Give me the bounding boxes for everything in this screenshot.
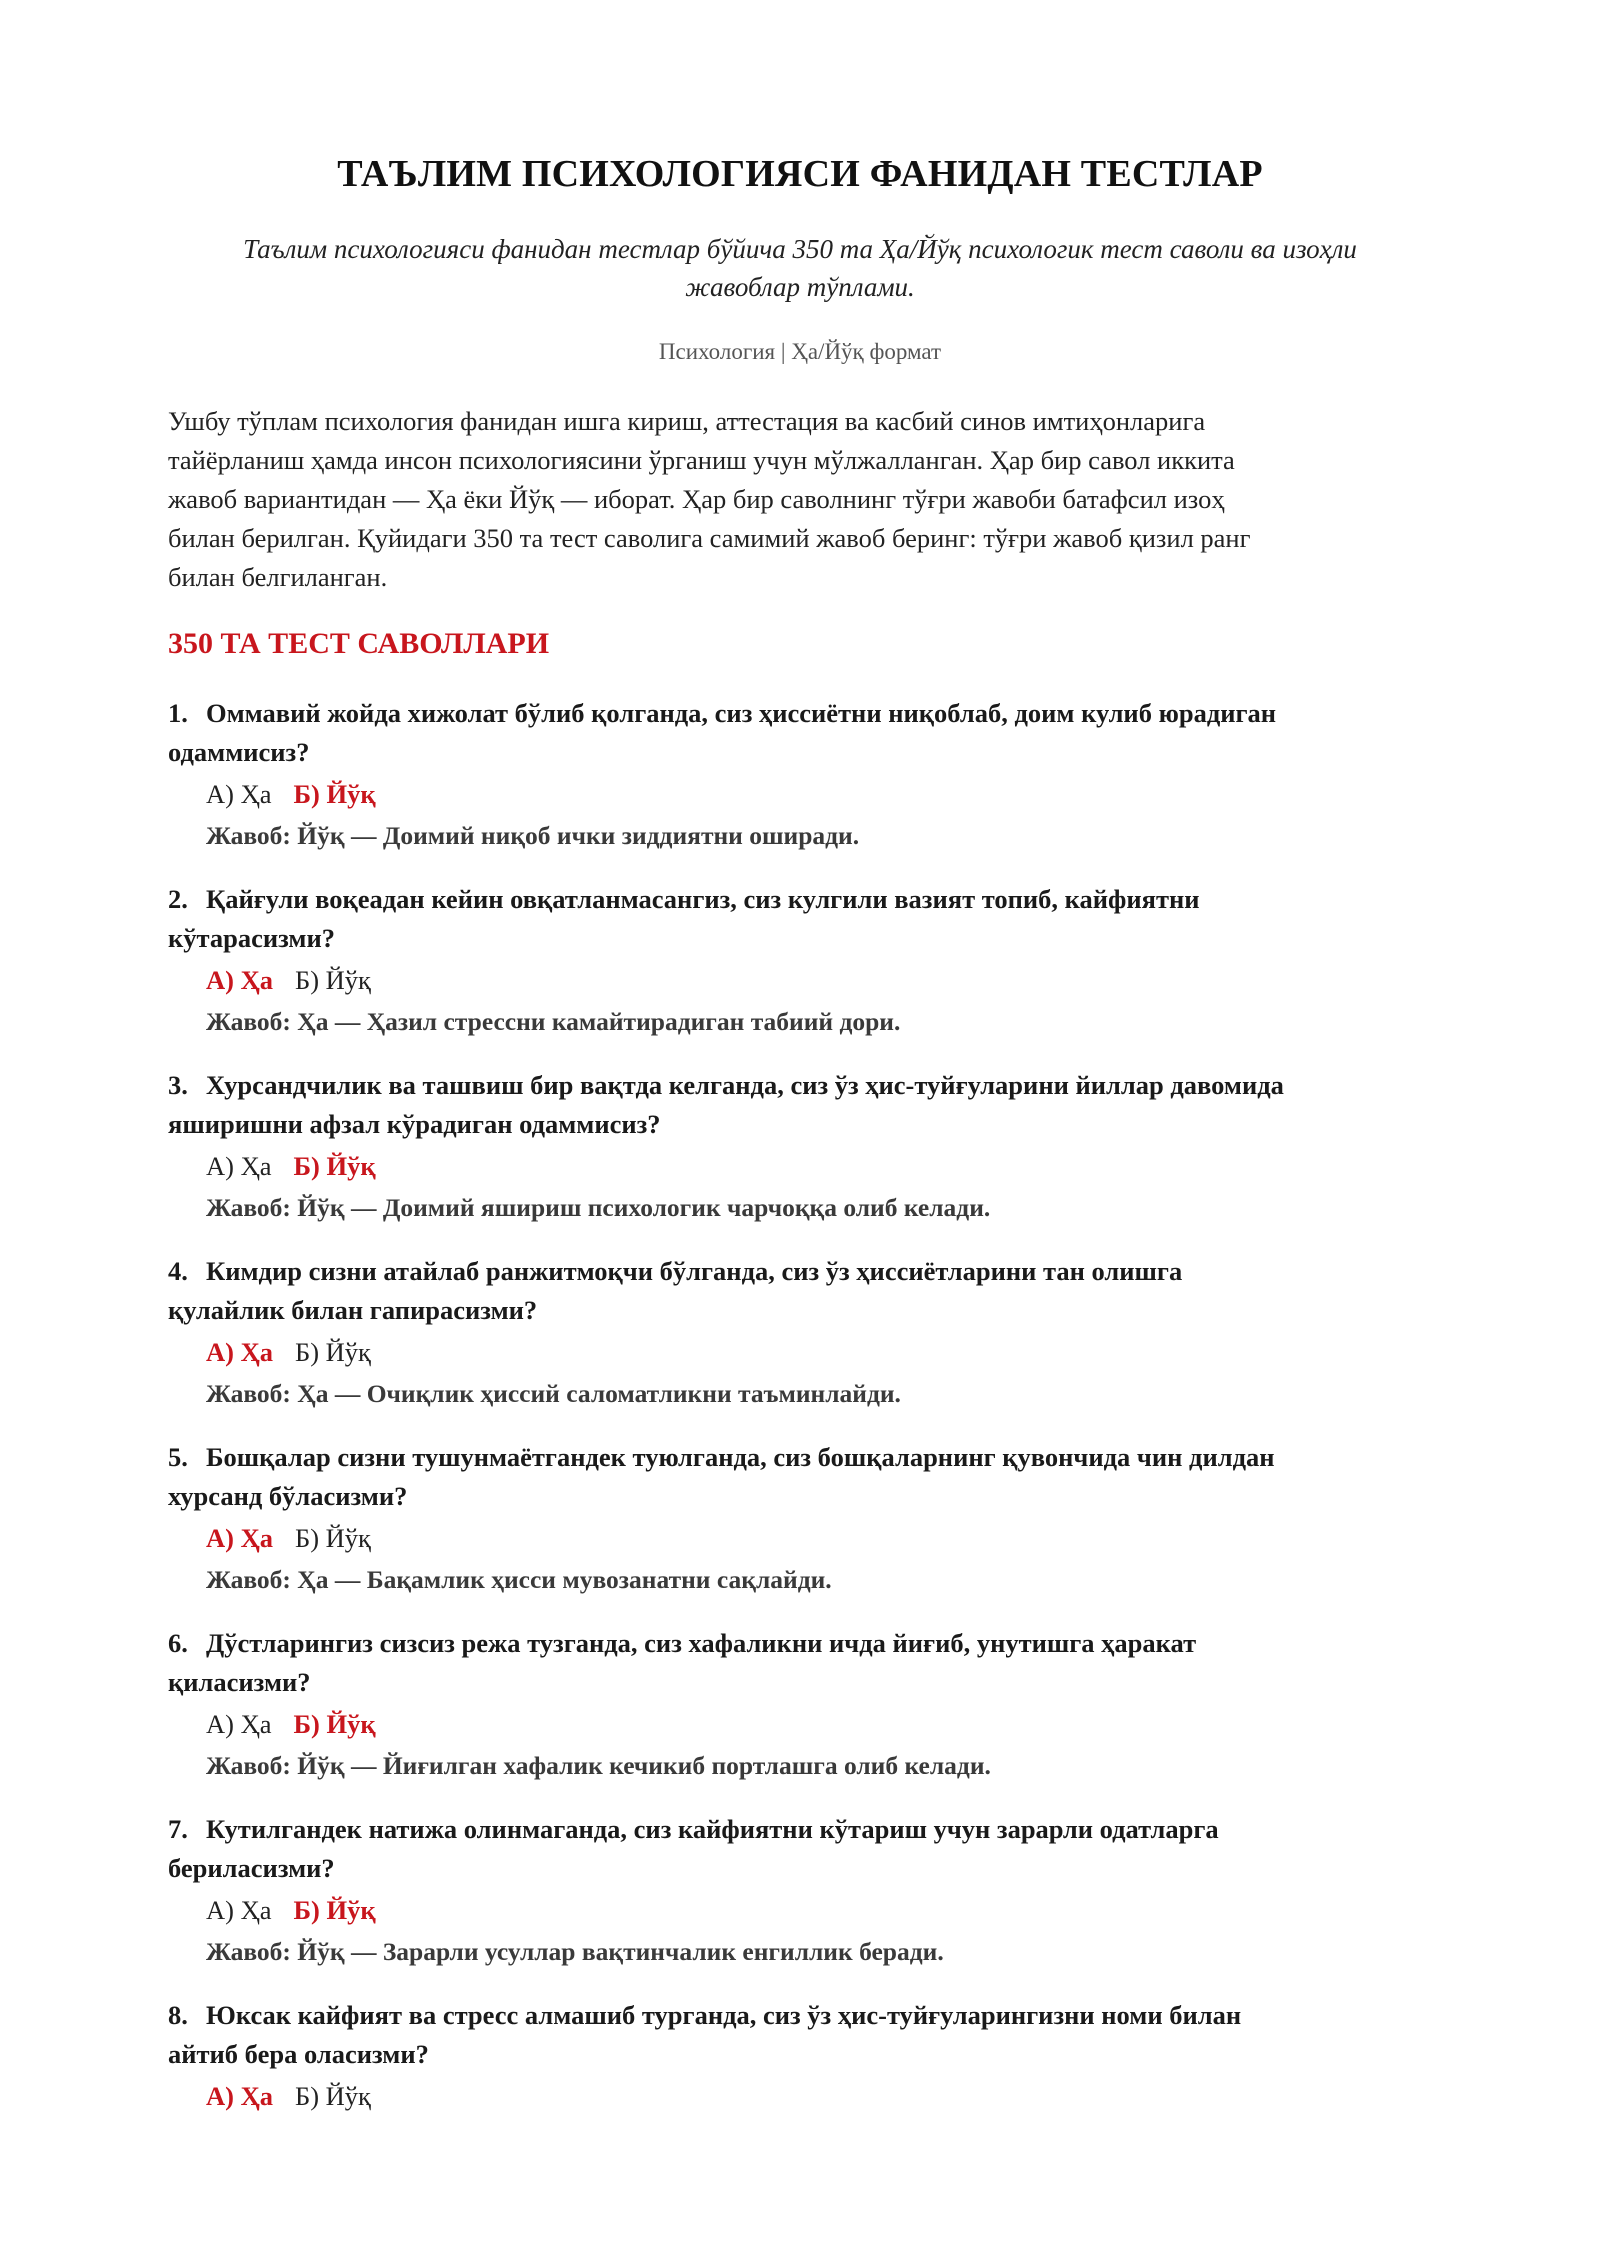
question-item: [168, 1438, 1432, 1600]
answer-options: [206, 1330, 1432, 1374]
answer-explanation: Жавоб: Ҳа — Бақамлик ҳисси мувозанатни сақлайди.: [206, 1565, 832, 1594]
question-text: [168, 1996, 1432, 2074]
question-body: [168, 694, 1432, 772]
option-no: Б) Йўқ: [294, 1523, 371, 1553]
question-body: [168, 1066, 1432, 1144]
question-text: [168, 1252, 1432, 1330]
question-line-1: Кимдир сизни атайлаб ранжитмоқчи бўлганда, сиз ўз ҳиссиётларини тан олишга: [206, 1256, 1183, 1286]
question-line-1: Кутилгандек натижа олинмаганда, сиз кайфиятни кўтариш учун зарарли одатларга: [206, 1814, 1219, 1844]
option-no: Б) Йўқ: [293, 1895, 376, 1925]
option-yes: А) Ҳа: [206, 1337, 273, 1367]
question-line-1: Хурсандчилик ва ташвиш бир вақтда келганда, сиз ўз ҳис-туйғуларини йиллар давомида: [206, 1070, 1284, 1100]
option-yes: А) Ҳа: [206, 2081, 273, 2111]
option-no: Б) Йўқ: [294, 965, 371, 995]
option-no: Б) Йўқ: [294, 1337, 371, 1367]
question-body: [168, 1810, 1432, 1888]
subtitle-line-2: жавоблар тўплами.: [685, 272, 915, 302]
question-line-1: Юксак кайфият ва стресс алмашиб турганда, сиз ўз ҳис-туйғуларингизни номи билан: [206, 2000, 1242, 2030]
answer-explanation: Жавоб: Йўқ — Доимий ниқоб ички зиддиятни оширади.: [206, 821, 860, 850]
question-line-2: одаммисиз?: [168, 737, 310, 767]
answer-explanation: Жавоб: Йўқ — Зарарли усуллар вақтинчалик енгиллик беради.: [206, 1937, 944, 1966]
question-number: 4.: [168, 1256, 188, 1286]
page-subtitle: [168, 230, 1432, 306]
option-no: Б) Йўқ: [293, 1151, 376, 1181]
option-no: Б) Йўқ: [293, 779, 376, 809]
document-meta: Психология | Ҳа/Йўқ формат: [658, 339, 942, 364]
question-line-2: кўтарасизми?: [168, 923, 335, 953]
page-title: ТАЪЛИМ ПСИХОЛОГИЯСИ ФАНИДАН ТЕСТЛАР: [337, 153, 1263, 195]
option-yes: А) Ҳа: [206, 1895, 272, 1925]
answer-options: [206, 772, 1432, 816]
intro-line: билан белгиланган.: [168, 562, 388, 592]
question-item: [168, 1066, 1432, 1228]
question-text: [168, 1066, 1432, 1144]
answer-explanation: Жавоб: Ҳа — Очиқлик ҳиссий саломатликни таъминлайди.: [206, 1379, 901, 1408]
question-number: 2.: [168, 884, 188, 914]
intro-line: Ушбу тўплам психология фанидан ишга кириш, аттестация ва касбий синов имтиҳонларига: [168, 406, 1206, 436]
answer-options: [206, 2074, 1432, 2118]
question-line-2: қулайлик билан гапирасизми?: [168, 1295, 538, 1325]
question-item: [168, 1810, 1432, 1972]
question-line-2: айтиб бера оласизми?: [168, 2039, 429, 2069]
question-number: 5.: [168, 1442, 188, 1472]
option-yes: А) Ҳа: [206, 779, 272, 809]
option-yes: А) Ҳа: [206, 1151, 272, 1181]
question-line-1: Бошқалар сизни тушунмаётгандек туюлганда, сиз бошқаларнинг қувончида чин дилдан: [206, 1442, 1275, 1472]
answer-explanation: Жавоб: Йўқ — Доимий яшириш психологик чарчоққа олиб келади.: [206, 1193, 991, 1222]
answer-options: [206, 1516, 1432, 1560]
question-line-2: бериласизми?: [168, 1853, 335, 1883]
question-item: [168, 694, 1432, 856]
question-number: 3.: [168, 1070, 188, 1100]
answer-options: [206, 1144, 1432, 1188]
question-number: 1.: [168, 698, 188, 728]
question-text: [168, 694, 1432, 772]
intro-paragraph: [168, 402, 1432, 597]
answer-options: [206, 958, 1432, 1002]
intro-line: билан берилган. Қуйидаги 350 та тест саволига самимий жавоб беринг: тўғри жавоб қизил ранг: [168, 523, 1251, 553]
question-line-1: Қайғули воқеадан кейин овқатланмасангиз, сиз кулгили вазият топиб, кайфиятни: [206, 884, 1200, 914]
intro-line: жавоб вариантидан — Ҳа ёки Йўқ — иборат. Ҳар бир саволнинг тўғри жавоби батафсил изоҳ: [168, 484, 1225, 514]
answer-options: [206, 1702, 1432, 1746]
intro-line: тайёрланиш ҳамда инсон психологиясини ўрганиш учун мўлжалланган. Ҳар бир савол иккита: [168, 445, 1235, 475]
question-line-2: хурсанд бўласизми?: [168, 1481, 408, 1511]
question-text: [168, 880, 1432, 958]
answer-options: [206, 1888, 1432, 1932]
answer-explanation: Жавоб: Йўқ — Йиғилган хафалик кечикиб портлашга олиб келади.: [206, 1751, 991, 1780]
option-no: Б) Йўқ: [294, 2081, 371, 2111]
question-line-2: яширишни афзал кўрадиган одаммисиз?: [168, 1109, 661, 1139]
subtitle-line-1: Таълим психологияси фанидан тестлар бўйича 350 та Ҳа/Йўқ психологик тест саволи ва изоҳли: [243, 234, 1357, 264]
question-body: [168, 1252, 1432, 1330]
section-heading: 350 ТА ТЕСТ САВОЛЛАРИ: [168, 627, 550, 660]
question-body: [168, 1996, 1432, 2074]
question-body: [168, 880, 1432, 958]
question-text: [168, 1810, 1432, 1888]
question-line-2: қиласизми?: [168, 1667, 311, 1697]
question-number: 8.: [168, 2000, 188, 2030]
option-no: Б) Йўқ: [293, 1709, 376, 1739]
question-body: [168, 1624, 1432, 1702]
question-list: [168, 694, 1432, 2142]
option-yes: А) Ҳа: [206, 1523, 273, 1553]
question-item: [168, 1252, 1432, 1414]
question-number: 7.: [168, 1814, 188, 1844]
option-yes: А) Ҳа: [206, 1709, 272, 1739]
question-item: [168, 880, 1432, 1042]
option-yes: А) Ҳа: [206, 965, 273, 995]
question-line-1: Оммавий жойда хижолат бўлиб қолганда, сиз ҳиссиётни ниқоблаб, доим кулиб юрадиган: [206, 698, 1277, 728]
question-text: [168, 1624, 1432, 1702]
answer-explanation: Жавоб: Ҳа — Ҳазил стрессни камайтирадиган табиий дори.: [206, 1007, 901, 1036]
question-line-1: Дўстларингиз сизсиз режа тузганда, сиз хафаликни ичда йиғиб, унутишга ҳаракат: [206, 1628, 1197, 1658]
question-item: [168, 1624, 1432, 1786]
question-body: [168, 1438, 1432, 1516]
question-number: 6.: [168, 1628, 188, 1658]
question-item: [168, 1996, 1432, 2118]
question-text: [168, 1438, 1432, 1516]
